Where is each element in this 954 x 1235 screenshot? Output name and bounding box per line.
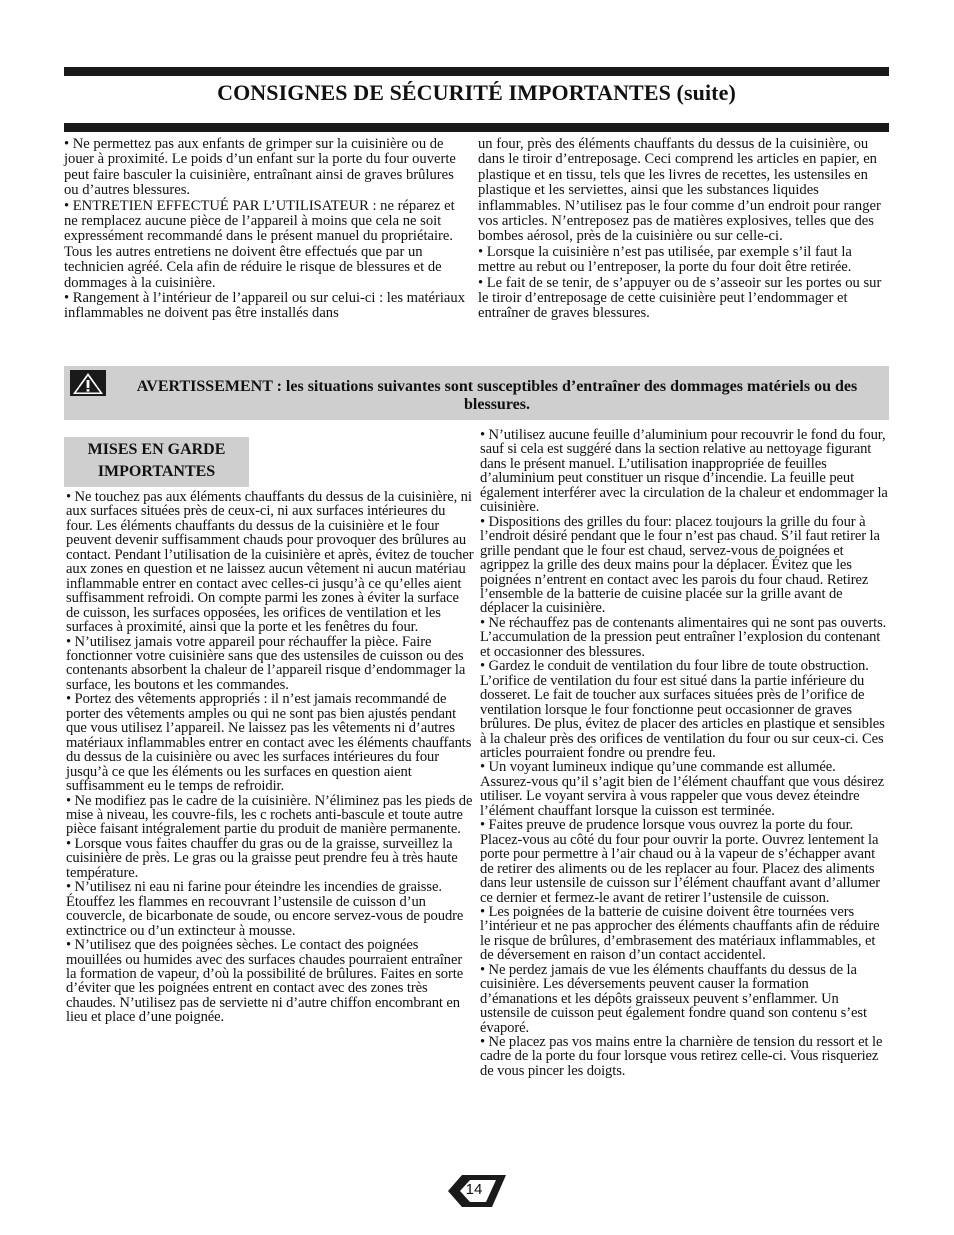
paragraph: • ENTRETIEN EFFECTUÉ PAR L’UTILISATEUR : ne réparez et ne remplacez aucune pièce de l’appareil à moins que cela ne soit expressément recommandé dans le présent manuel du propriétaire. Tous les autres entretiens ne doivent être effectués que par un technicien agréé. Cela afin de réduire le risque de blessures et de dommages à la cuisinière. [64,197,455,291]
paragraph: • Gardez le conduit de ventilation du four libre de toute obstruction. L’orifice de ventilation du four est situé dans la partie inférieure du dosseret. Le fait de toucher aux surfaces situées près de l’orifice de ventilation lorsque le four fonctionne peut occasionner de graves brûlures. De plus, évitez de placer des articles en plastique et sensibles à la chaleur près des orifices de ventilation du four ou sur ceux-ci. Ces articles pourraient fondre ou prendre feu. [480,658,885,761]
paragraph: • Ne touchez pas aux éléments chauffants du dessus de la cuisinière, ni aux surfaces situées près de ceux-ci, ni aux surfaces intérieures du four. Les éléments chauffants du dessus de la cuisinière et le four peuvent devenir suffisamment chauds pour provoquer des brûlures au contact. Pendant l’utilisation de la cuisinière et après, évitez de toucher aux zones en question et ne laissez aucun vêtement ni aucun matériau inflammable entrer en contact avec celles-ci jusqu’à ce qu’elles aient suffisamment refroidi. On compte parmi les zones à éviter la surface de cuisson, les surfaces opposées, les orifices de ventilation et les surfaces à proximité, ainsi que la porte et les fenêtres du four. [66,489,474,636]
page-number: 14 [465,1181,483,1198]
section-heading-line2: IMPORTANTES [97,463,216,480]
warning-text: AVERTISSEMENT : les situations suivantes sont susceptibles d’entraîner des dommages matériels ou des blessures. [136,378,858,413]
lower-left-column [66,490,474,1025]
paragraph: • N’utilisez ni eau ni farine pour éteindre les incendies de graisse. Étouffez les flammes en recouvrant l’ustensile de cuisson d’un couvercle, de bicarbonate de soude, ou encore servez-vous de poudre extinctrice ou d’un extincteur à mousse. [66,879,464,939]
warning-banner [64,366,889,420]
top-right-column [478,137,888,322]
paragraph: • Ne modifiez pas le cadre de la cuisinière. N’éliminez pas les pieds de mise à niveau, les couvre-fils, les c rochets anti-bascule et toute autre pièce faisant intégralement partie du produit de manière permanente. [66,792,473,838]
paragraph: • N’utilisez jamais votre appareil pour réchauffer la pièce. Faire fonctionner votre cuisinière sans que des ustensiles de cuisson ou des contenants absorbent la chaleur de l’appareil risque d’endommager la surface, les boutons et les commandes. [66,633,466,693]
top-rule [64,67,889,76]
title-rule [64,123,889,132]
paragraph: • Ne permettez pas aux enfants de grimper sur la cuisinière ou de jouer à proximité. Le poids d’un enfant sur la porte du four ouverte peut faire basculer la cuisinière, entraînant ainsi de graves brûlures ou d’autres blessures. [64,136,456,199]
section-heading-line1: MISES EN GARDE [87,441,226,458]
paragraph: • Lorsque vous faites chauffer du gras ou de la graisse, surveillez la cuisinière de près. Le gras ou la graisse peut prendre feu à très haute température. [66,835,458,881]
paragraph: • Ne réchauffez pas de contenants alimentaires qui ne sont pas ouverts. L’accumulation de la pression peut entraîner l’explosion du contenant et occasionner des blessures. [480,614,887,660]
paragraph: • Un voyant lumineux indique qu’une commande est allumée. Assurez-vous qu’il s’agit bien de l’élément chauffant que vous désirez utiliser. Le voyant servira à vous rappeler que vous devez éteindre l’élément chauffant lorsque la cuisson est terminée. [480,759,885,819]
paragraph: • Les poignées de la batterie de cuisine doivent être tournées vers l’intérieur et ne pas approcher des éléments chauffants afin de réduire le risque de brûlures, d’embrasement des matériaux inflammables, et de déversement en raison d’un contact accidentel. [480,903,880,964]
paragraph: • N’utilisez que des poignées sèches. Le contact des poignées mouillées ou humides avec des surfaces chaudes pourraient entraîner la formation de vapeur, d’où la possibilité de brûlures. Faites en sorte d’éviter que les poignées entrent en contact avec des zones très chaudes. N’utilisez pas de serviette ni d’autre chiffon encombrant en lieu et place d’une poignée. [66,937,464,1026]
paragraph: • Ne placez pas vos mains entre la charnière de tension du ressort et le cadre de la porte du four lorsque vous retirez celle-ci. Vous risqueriez de vous pincer les doigts. [480,1034,883,1079]
paragraph: un four, près des éléments chauffants du dessus de la cuisinière, ou dans le tiroir d’entreposage. Ceci comprend les articles en papier, en plastique et en tissu, tels que les livres de recettes, les ustensiles en plastique et les serviettes, ainsi que les substances liquides inflammables. N’utilisez pas le four comme d’un endroit pour ranger vos articles. N’entreposez pas de matières explosives, telles que des bombes aérosol, près de la cuisinière ou sur celle-ci. [478,136,881,245]
page-title: CONSIGNES DE SÉCURITÉ IMPORTANTES (suite) [217,80,736,105]
paragraph: • Rangement à l’intérieur de l’appareil ou sur celui-ci : les matériaux inflammables ne doivent pas être installés dans [64,290,466,322]
paragraph: • Le fait de se tenir, de s’appuyer ou de s’asseoir sur les portes ou sur le tiroir d’entreposage de cette cuisinière peut l’endommager et entraîner de graves blessures. [478,274,882,322]
paragraph: • Portez des vêtements appropriés : il n’est jamais recommandé de porter des vêtements amples ou qui ne sont pas bien ajustés pendant que vous utilisez l’appareil. Ne laissez pas les vêtements ni d’autres matériaux inflammables entrer en contact avec les éléments chauffants du dessus de la cuisinière ou avec les surfaces intérieures du four jusqu’à ce que les éléments ou les surfaces en question aient suffisamment eu le temps de refroidir. [66,691,472,795]
paragraph: • Ne perdez jamais de vue les éléments chauffants du dessus de la cuisinière. Les déversements peuvent causer la formation d’émanations et les dépôts graisseux peuvent s’enflammer. Un ustensile de cuisson peut également fondre quand son contenu s’est évaporé. [480,961,867,1036]
paragraph: • N’utilisez aucune feuille d’aluminium pour recouvrir le fond du four, sauf si cela est suggéré dans la section relative au nettoyage figurant dans le présent manuel. L’utilisation inappropriée de feuilles d’aluminium peut constituer un risque d’incendie. La feuille peut également interférer avec la circulation de la chaleur et endommager la cuisinière. [480,427,888,516]
section-heading-box [64,437,249,487]
paragraph: • Faites preuve de prudence lorsque vous ouvrez la porte du four. Placez-vous au côté du four pour ouvrir la porte. Ouvrez lentement la porte pour permettre à l’air chaud ou à la vapeur de s’échapper avant de retirer des aliments ou de les replacer au four. Placez des aliments dans leur ustensile de cuisson sur l’élément chauffant avant d’allumer ce dernier et fermez-le avant de retirer l’ustensile de cuisson. [480,817,881,906]
top-left-column [64,137,468,322]
paragraph: • Dispositions des grilles du four: placez toujours la grille du four à l’endroit désiré pendant que le four n’est pas chaud. S’il faut retirer la grille pendant que le four est chaud, servez-vous de poignées et agrippez la grille des deux mains pour la déplacer. Évitez que les poignées n’entrent en contact avec les parois du four chaud. Retirez l’ensemble de la batterie de cuisine placée sur la grille avant de déplacer la cuisinière. [480,513,880,617]
warning-triangle-icon [70,370,106,396]
lower-right-column [480,428,888,1078]
paragraph: • Lorsque la cuisinière n’est pas utilisée, par exemple s’il faut la mettre au rebut ou l’entreposer, la porte du four doit être retirée. [478,243,852,276]
